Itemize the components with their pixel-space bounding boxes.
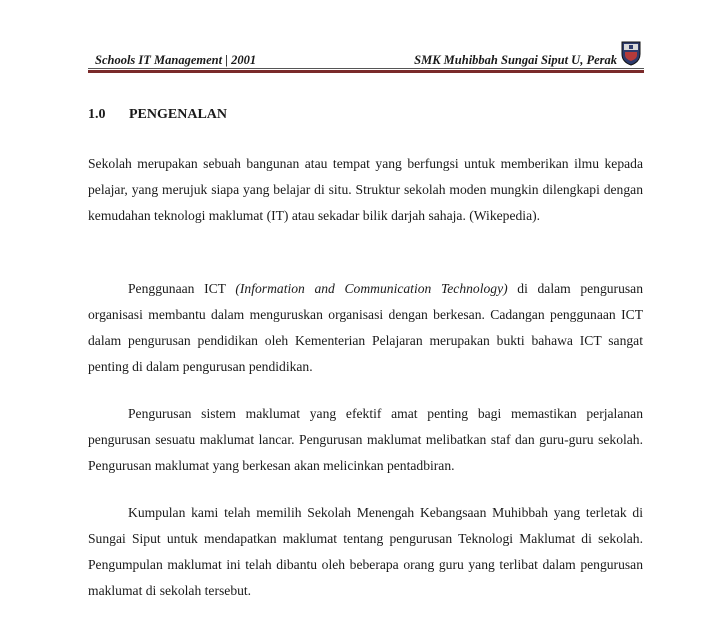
section-number: 1.0 (88, 107, 106, 122)
paragraph-1: Sekolah merupakan sebuah bangunan atau tempat yang berfungsi untuk memberikan ilmu kepada pelajar, yang merujuk siapa yang belajar di situ. Struktur sekolah moden mungkin dilengkapi dengan kemudahan teknologi maklumat (IT) atau sekadar bilik darjah sahaja. (Wikepedia). (88, 156, 643, 223)
paragraph-4-text: Kumpulan kami telah memilih Sekolah Menengah Kebangsaan Muhibbah yang terletak di Sungai Siput untuk mendapatkan maklumat tentang pengurusan Teknologi Maklumat di sekolah. Pengumpulan maklumat ini telah dibantu oleh beberapa orang guru yang terlibat dalam pengurusan maklumat di sekolah tersebut. (88, 505, 643, 598)
school-crest-icon (620, 40, 642, 66)
header-rule-thin (88, 68, 644, 69)
paragraph-2-end: di dalam pengurusan organisasi membantu dalam menguruskan organisasi dengan berkesan. Cadangan penggunaan ICT dalam pengurusan pendidikan oleh Kementerian Pelajaran merupakan bukti bahawa ICT sangat penting di dalam pengurusan pendidikan. (88, 281, 643, 374)
paragraph-4 (88, 500, 643, 604)
section-heading (88, 107, 227, 123)
header-rule-thick (88, 70, 644, 73)
paragraph-2-italic: (Information and Communication Technology) (235, 281, 508, 296)
paragraph-2-start: Penggunaan ICT (128, 281, 236, 296)
header-right-text: SMK Muhibbah Sungai Siput U, Perak (414, 53, 617, 67)
paragraph-2 (88, 276, 643, 380)
header-left-text: Schools IT Management | 2001 (95, 53, 257, 67)
paragraph-3 (88, 401, 643, 479)
section-title: PENGENALAN (129, 107, 228, 122)
paragraph-3-text: Pengurusan sistem maklumat yang efektif amat penting bagi memastikan perjalanan pengurusan sesuatu maklumat lancar. Pengurusan maklumat melibatkan staf dan guru-guru sekolah. Pengurusan maklumat yang berkesan akan melicinkan pentadbiran. (88, 406, 643, 473)
